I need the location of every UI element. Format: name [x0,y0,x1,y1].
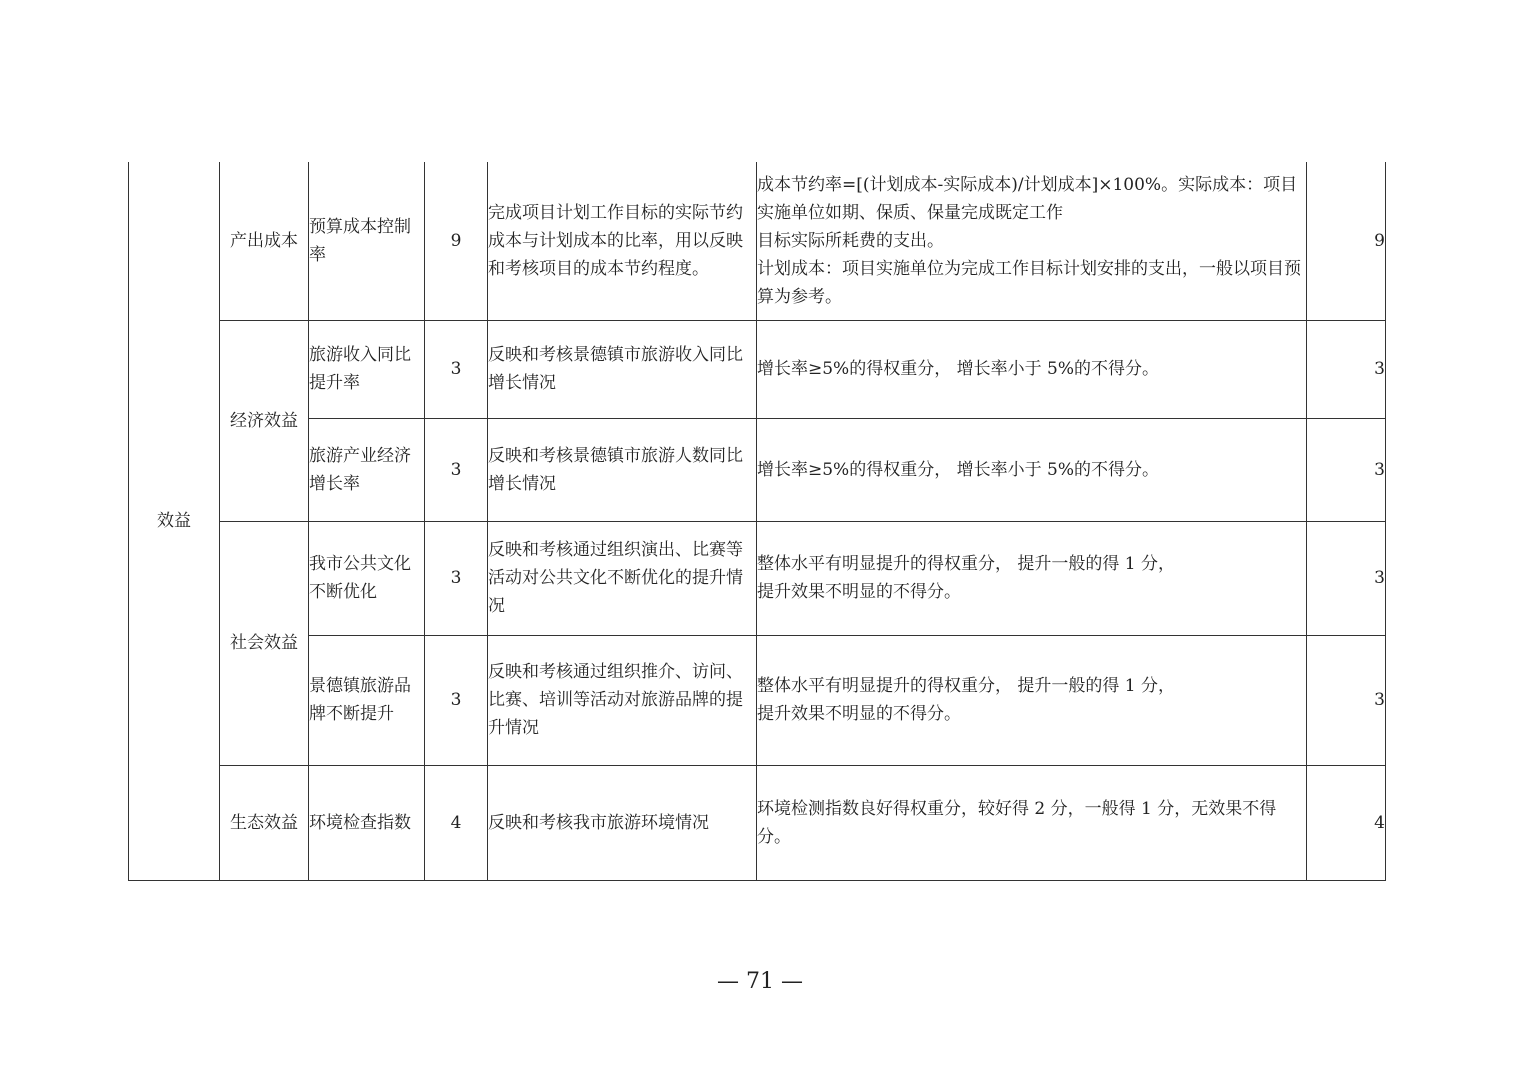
table-row [129,320,1386,418]
indicator-cell: 预算成本控制率 [309,162,425,320]
table-row [129,418,1386,521]
subcategory-cell: 产出成本 [220,162,309,320]
indicator-cell: 旅游收入同比提升率 [309,320,425,418]
description-cell: 反映和考核我市旅游环境情况 [488,765,757,880]
score-cell: 3 [1307,418,1386,521]
weight-cell: 3 [425,521,488,635]
table-row [129,765,1386,880]
criteria-line: 环境检测指数良好得权重分，较好得 2 分，一般得 1 分，无效果不得分。 [757,798,1277,847]
indicator-cell: 环境检查指数 [309,765,425,880]
category-cell: 效益 [129,162,220,880]
table-row [129,162,1386,320]
page-number: — 71 — [717,969,803,994]
indicator-cell: 景德镇旅游品牌不断提升 [309,635,425,765]
description-cell: 反映和考核景德镇市旅游收入同比增长情况 [488,320,757,418]
criteria-line: 增长率≥5%的得权重分， 增长率小于 5%的不得分。 [757,459,1159,480]
description-cell: 反映和考核景德镇市旅游人数同比增长情况 [488,418,757,521]
subcategory-cell: 经济效益 [220,320,309,521]
criteria-cell [757,418,1307,521]
description-cell: 完成项目计划工作目标的实际节约成本与计划成本的比率，用以反映和考核项目的成本节约程度。 [488,162,757,320]
indicator-cell: 我市公共文化不断优化 [309,521,425,635]
criteria-cell [757,765,1307,880]
score-cell: 3 [1307,320,1386,418]
table-row [129,521,1386,635]
criteria-cell [757,635,1307,765]
criteria-line: 增长率≥5%的得权重分， 增长率小于 5%的不得分。 [757,359,1159,379]
description-cell: 反映和考核通过组织推介、访问、比赛、培训等活动对旅游品牌的提升情况 [488,635,757,765]
table-row [129,635,1386,765]
performance-indicator-table [128,162,1386,881]
criteria-line: 计划成本：项目实施单位为完成工作目标计划安排的支出，一般以项目预算为参考。 [757,258,1301,307]
score-cell: 3 [1307,635,1386,765]
criteria-line: 提升效果不明显的不得分。 [757,582,961,602]
weight-cell: 3 [425,635,488,765]
criteria-line: 整体水平有明显提升的得权重分， 提升一般的得 1 分， [757,554,1176,574]
criteria-cell [757,320,1307,418]
score-cell: 4 [1307,765,1386,880]
subcategory-cell: 生态效益 [220,765,309,880]
weight-cell: 3 [425,418,488,521]
criteria-line: 整体水平有明显提升的得权重分， 提升一般的得 1 分， [757,676,1176,696]
weight-cell: 3 [425,320,488,418]
indicator-cell: 旅游产业经济增长率 [309,418,425,521]
criteria-line: 提升效果不明显的不得分。 [757,704,961,724]
criteria-cell [757,521,1307,635]
criteria-cell [757,162,1307,320]
score-cell: 9 [1307,162,1386,320]
subcategory-cell: 社会效益 [220,521,309,765]
weight-cell: 4 [425,765,488,880]
score-cell: 3 [1307,521,1386,635]
criteria-line: 目标实际所耗费的支出。 [757,230,944,251]
weight-cell: 9 [425,162,488,320]
criteria-line: 成本节约率=[(计划成本-实际成本)/计划成本]×100%。实际成本：项目实施单位如期、保质、保量完成既定工作 [757,174,1298,223]
description-cell: 反映和考核通过组织演出、比赛等活动对公共文化不断优化的提升情况 [488,521,757,635]
